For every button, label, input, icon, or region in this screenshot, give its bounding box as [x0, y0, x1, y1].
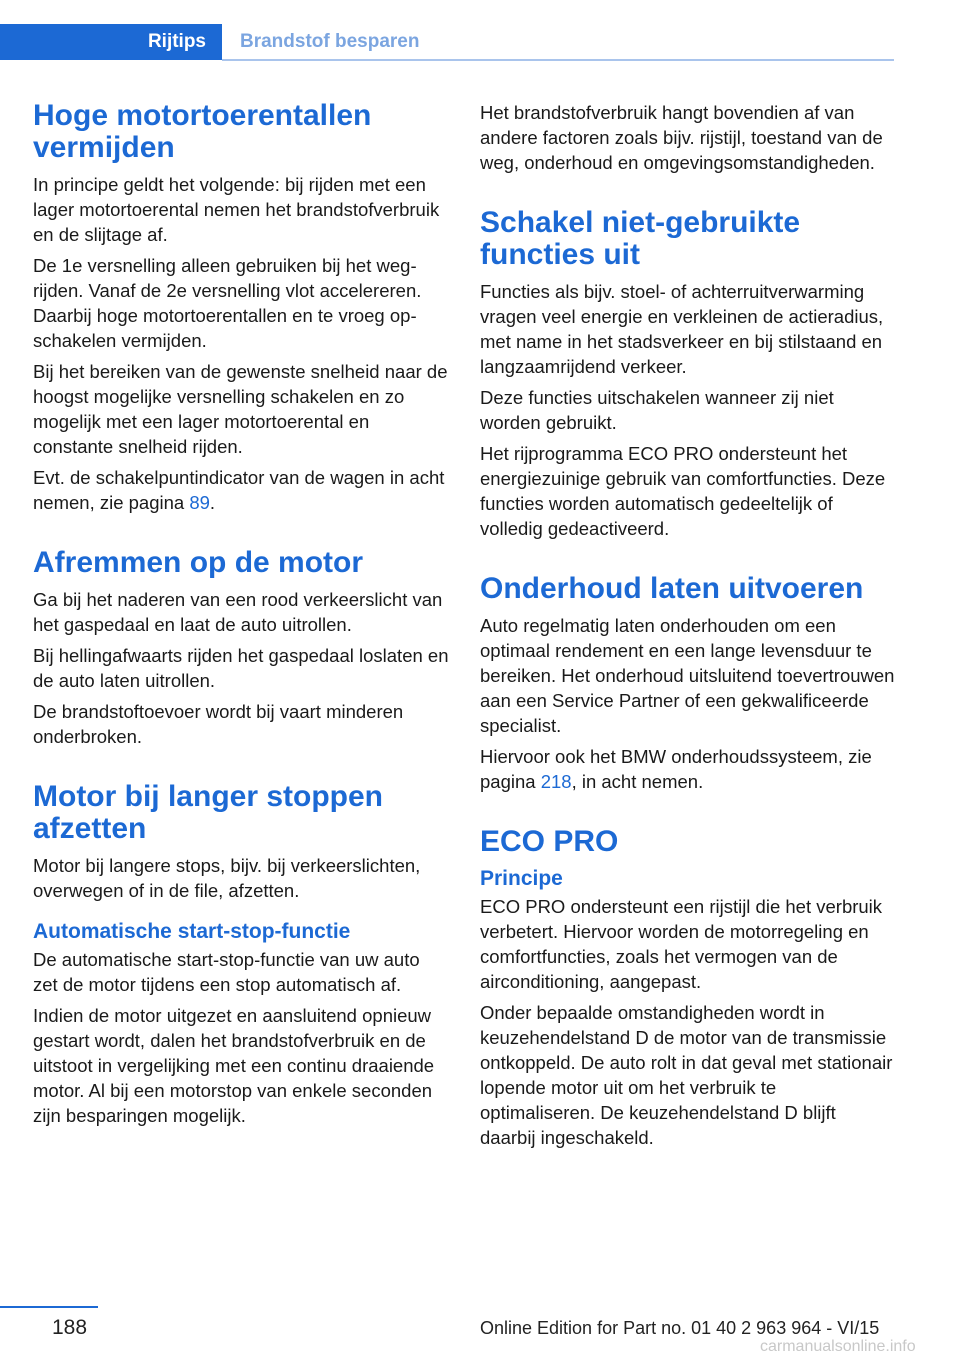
paragraph-with-page-ref [480, 744, 896, 794]
header-divider [222, 59, 894, 61]
section-title-engine-braking: Afremmen op de motor [33, 546, 364, 579]
section-title-high-rpm: Hoge motortoerentallen vermijden [33, 99, 372, 164]
footer-divider [0, 1306, 98, 1308]
paragraph: Het rijprogramma ECO PRO ondersteunt het energiezuinige gebruik van comfortfuncties. Deze functies worden automatisch gedeeltelijk of volledig gedeactiveerd. [480, 443, 886, 539]
edition-info: Online Edition for Part no. 01 40 2 963 964 - VI/15 [480, 1318, 880, 1338]
paragraph: Functies als bijv. stoel- of achterruitverwarming vragen veel energie en verkleinen de actieradius, met name in het stadsverkeer en bij stilstaand en langzaamrijdend verkeer. [480, 281, 884, 377]
paragraph: De 1e versnelling alleen gebruiken bij het wegrijden. Vanaf de 2e versnelling vlot accelereren. Daarbij hoge motortoerentallen en te vroeg opschakelen vermijden. [33, 255, 422, 351]
paragraph: Ga bij het naderen van een rood verkeerslicht van het gaspedaal en laat de auto uitrollen. [33, 589, 443, 635]
paragraph: In principe geldt het volgende: bij rijden met een lager motortoerental nemen het brandstofverbruik en de slijtage af. [33, 174, 440, 245]
subsection-title-auto-start-stop: Automatische start-stop-functie [33, 920, 351, 943]
section-title-eco-pro: ECO PRO [480, 825, 619, 858]
paragraph: ECO PRO ondersteunt een rijstijl die het verbruik verbetert. Hiervoor worden de motorregeling en comfortfuncties, zoals het vermogen van de airconditioning, aangepast. [480, 896, 883, 992]
paragraph: Motor bij langere stops, bijv. bij verkeerslichten, overwegen of in de file, afzetten. [33, 855, 421, 901]
paragraph: Indien de motor uitgezet en aansluitend opnieuw gestart wordt, dalen het brandstofverbruik en de uitstoot in vergelijking met een continu draaiende motor. Al bij een motorstop van enkele seconden zijn besparingen mogelijk. [33, 1005, 435, 1126]
paragraph-with-page-ref [33, 465, 449, 515]
paragraph-text: Hiervoor ook het BMW onderhoudssysteem, zie pagina [480, 746, 872, 792]
section-title-unused-functions: Schakel niet-gebruikte functies uit [480, 206, 801, 271]
watermark: carmanualsonline.info [760, 1338, 916, 1355]
paragraph: Het brandstofverbruik hangt bovendien af van andere factoren zoals bijv. rijstijl, toestand van de weg, onderhoud en omgevingsomstandigheden. [480, 102, 883, 173]
paragraph: De automatische start-stop-functie van uw auto zet de motor tijdens een stop automatisch af. [33, 949, 420, 995]
paragraph: Deze functies uitschakelen wanneer zij niet worden gebruikt. [480, 387, 834, 433]
page-link-89[interactable]: 89 [189, 492, 210, 513]
page-number: 188 [52, 1316, 88, 1339]
paragraph-text: , in acht nemen. [571, 771, 704, 792]
page-link-218[interactable]: 218 [540, 771, 572, 792]
paragraph-text: Evt. de schakelpuntindicator van de wagen in acht nemen, zie pagina [33, 467, 445, 513]
section-title-engine-off: Motor bij langer stoppen afzetten [33, 780, 383, 845]
breadcrumb[interactable]: Brandstof besparen [240, 31, 420, 52]
chapter-tab[interactable]: Rijtips [0, 24, 222, 60]
paragraph: Bij hellingafwaarts rijden het gaspedaal loslaten en de auto laten uitrollen. [33, 645, 449, 691]
subsection-title-principle: Principe [480, 867, 563, 890]
paragraph: Onder bepaalde omstandigheden wordt in keuzehendelstand D de motor van de transmissie ontkoppeld. De auto rolt in dat geval met stationair lopende motor uit om het verbruik te optimaliseren. De keuzehendelstand D blijft daarbij ingeschakeld. [480, 1002, 893, 1148]
section-title-maintenance: Onderhoud laten uitvoeren [480, 572, 864, 605]
paragraph: De brandstoftoevoer wordt bij vaart minderen onderbroken. [33, 701, 404, 747]
paragraph: Bij het bereiken van de gewenste snelheid naar de hoogst mogelijke versnelling schakelen en zo mogelijk met een lager motortoerental en constante snelheid rijden. [33, 361, 448, 457]
left-column [33, 100, 449, 1134]
paragraph-text: . [209, 492, 216, 513]
page-header [0, 0, 960, 64]
paragraph: Auto regelmatig laten onderhouden om een optimaal rendement en een lange levensduur te bereiken. Het onderhoud uitsluitend toevertrouwen aan een Service Partner of een gekwalificeerde specialist. [480, 615, 895, 736]
right-column [480, 100, 896, 1156]
